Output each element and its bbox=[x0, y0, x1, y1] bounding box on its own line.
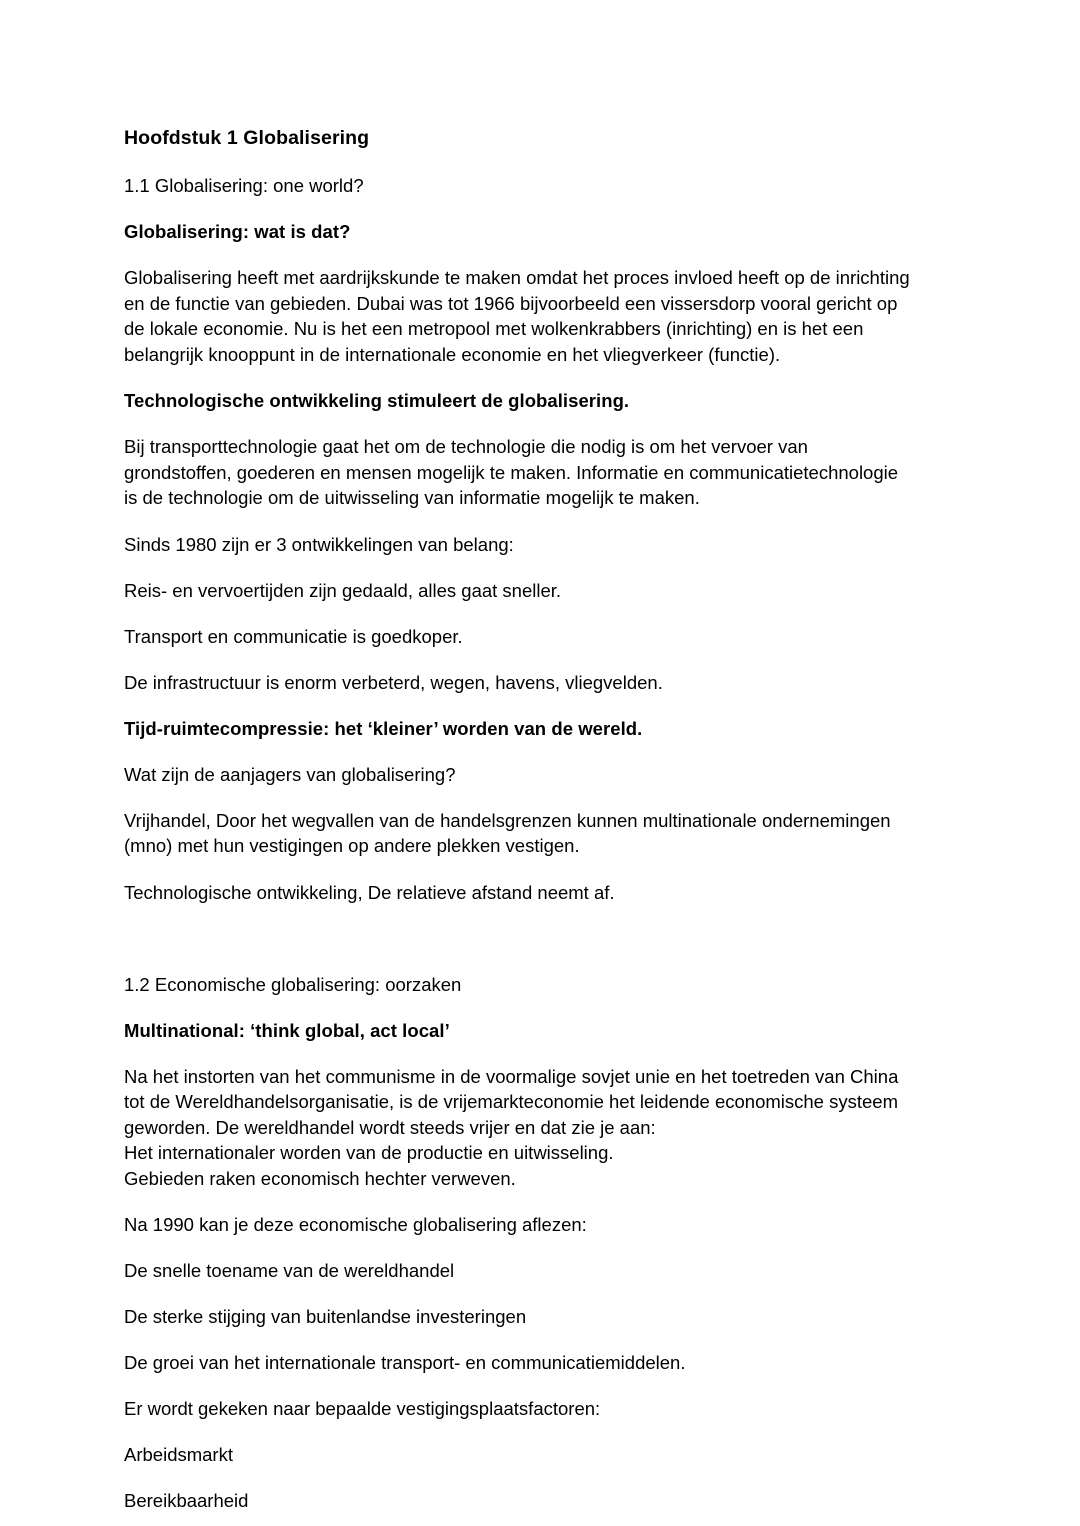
section-heading-1-2: 1.2 Economische globalisering: oorzaken bbox=[124, 973, 462, 995]
line-aanjagers-vraag: Wat zijn de aanjagers van globalisering? bbox=[124, 763, 456, 785]
empty-paragraph-spacer bbox=[124, 926, 916, 951]
paragraph-line: Gebieden raken economisch hechter verweven. bbox=[124, 1167, 516, 1189]
paragraph-vrijhandel: Vrijhandel, Door het wegvallen van de handelsgrenzen kunnen multinationale ondernemingen (mno) met hun vestigingen op andere plekken vestigen. bbox=[124, 809, 891, 856]
line-transport-goedkoper: Transport en communicatie is goedkoper. bbox=[124, 625, 463, 647]
line-infrastructuur: De infrastructuur is enorm verbeterd, wegen, havens, vliegvelden. bbox=[124, 671, 663, 693]
section-heading-1-1: 1.1 Globalisering: one world? bbox=[124, 175, 364, 196]
subheading-globalisering-wat-is-dat: Globalisering: wat is dat? bbox=[124, 221, 351, 242]
line-na-1990: Na 1990 kan je deze economische globalisering aflezen: bbox=[124, 1214, 587, 1235]
paragraph-line: Het internationaler worden van de productie en uitwisseling. bbox=[124, 1142, 614, 1163]
line-reis-en-vervoertijden: Reis- en vervoertijden zijn gedaald, alles gaat sneller. bbox=[124, 579, 562, 601]
line-technologische-ontwikkeling-relatieve-afstand: Technologische ontwikkeling, De relatieve afstand neemt af. bbox=[124, 881, 615, 903]
line-sterke-stijging-investeringen: De sterke stijging van buitenlandse investeringen bbox=[124, 1306, 527, 1327]
subheading-tijd-ruimtecompressie: Tijd-ruimtecompressie: het ‘kleiner’ worden van de wereld. bbox=[124, 717, 643, 739]
line-arbeidsmarkt: Arbeidsmarkt bbox=[124, 1444, 233, 1465]
subheading-multinational: Multinational: ‘think global, act local’ bbox=[124, 1019, 450, 1041]
paragraph-communisme-wereldhandel bbox=[124, 1064, 916, 1192]
line-sinds-1980: Sinds 1980 zijn er 3 ontwikkelingen van belang: bbox=[124, 533, 514, 555]
page-title: Hoofdstuk 1 Globalisering bbox=[124, 127, 370, 149]
line-groei-transport-communicatiemiddelen: De groei van het internationale transport- en communicatiemiddelen. bbox=[124, 1352, 686, 1373]
paragraph-transporttechnologie: Bij transporttechnologie gaat het om de technologie die nodig is om het vervoer van grondstoffen, goederen en mensen mogelijk te maken. Informatie en communicatietechnologie is de technologie om de uitwisseling van informatie mogelijk te maken. bbox=[124, 436, 899, 508]
paragraph-globalisering-aardrijkskunde: Globalisering heeft met aardrijkskunde te maken omdat het proces invloed heeft op de inrichting en de functie van gebieden. Dubai was tot 1966 bijvoorbeeld een vissersdorp vooral gericht op de lokale economie. Nu is het een metropool met wolkenkrabbers (inrichting) en is het een belangrijk knooppunt in de internationale economie en het vliegverkeer (functie). bbox=[124, 267, 910, 365]
line-bereikbaarheid: Bereikbaarheid bbox=[124, 1490, 249, 1511]
paragraph-line: Na het instorten van het communisme in de voormalige sovjet unie en het toetreden van China tot de Wereldhandelsorganisatie, is de vrijemarkteconomie het leidende economische systeem geworden. De wereldhandel wordt steeds vrijer en dat zie je aan: bbox=[124, 1065, 899, 1138]
document-body bbox=[124, 126, 916, 1526]
line-vestigingsplaatsfactoren: Er wordt gekeken naar bepaalde vestigingsplaatsfactoren: bbox=[124, 1398, 601, 1419]
line-snelle-toename-wereldhandel: De snelle toename van de wereldhandel bbox=[124, 1260, 455, 1281]
subheading-technologische-ontwikkeling: Technologische ontwikkeling stimuleert de globalisering. bbox=[124, 390, 630, 411]
